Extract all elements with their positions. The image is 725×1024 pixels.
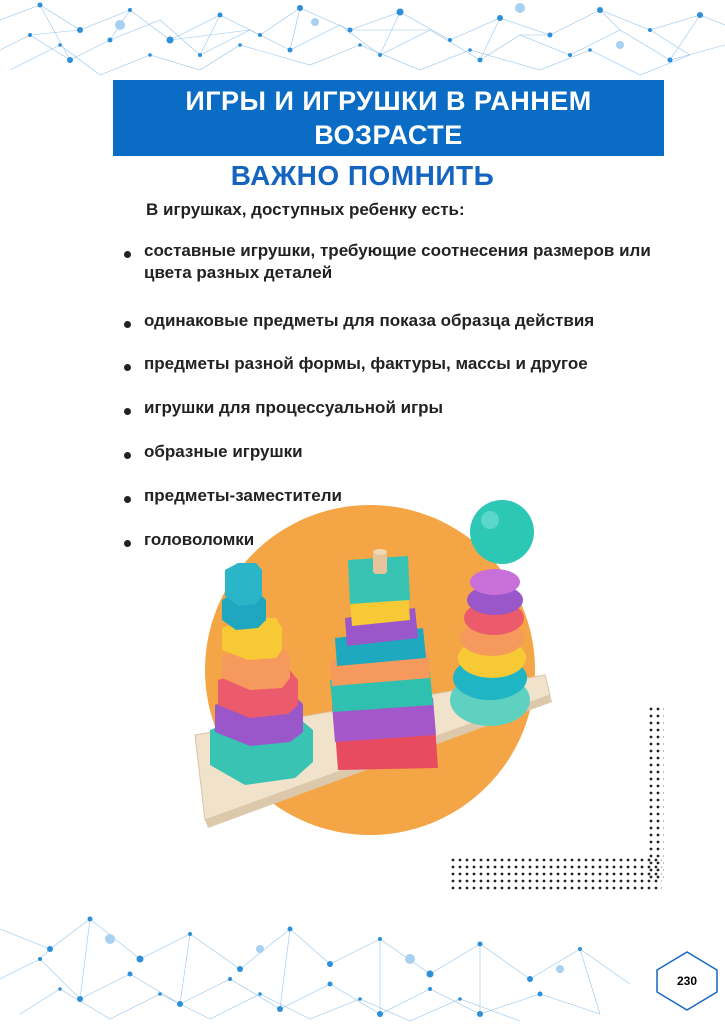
intro-text: В игрушках, доступных ребенку есть:: [146, 200, 465, 219]
bullet-icon: [124, 251, 131, 258]
section-subtitle: ВАЖНО ПОМНИТЬ: [230, 160, 495, 191]
bullet-icon: [124, 540, 131, 547]
dot-grid-horizontal: [450, 857, 662, 891]
page-title-text: ИГРЫ И ИГРУШКИ В РАННЕМ ВОЗРАСТЕ: [185, 86, 592, 150]
page-title: [113, 80, 664, 156]
bullet-icon: [124, 496, 131, 503]
bullet-icon: [124, 321, 131, 328]
page-number-badge: [655, 950, 705, 1012]
bullet-icon: [124, 364, 131, 371]
stacking-toy-illustration: [190, 500, 570, 835]
page-number: 230: [676, 974, 698, 988]
dot-grid-vertical: [648, 706, 664, 881]
bullet-icon: [124, 452, 131, 459]
network-decoration-bottom: [0, 889, 725, 1024]
bullet-icon: [124, 408, 131, 415]
